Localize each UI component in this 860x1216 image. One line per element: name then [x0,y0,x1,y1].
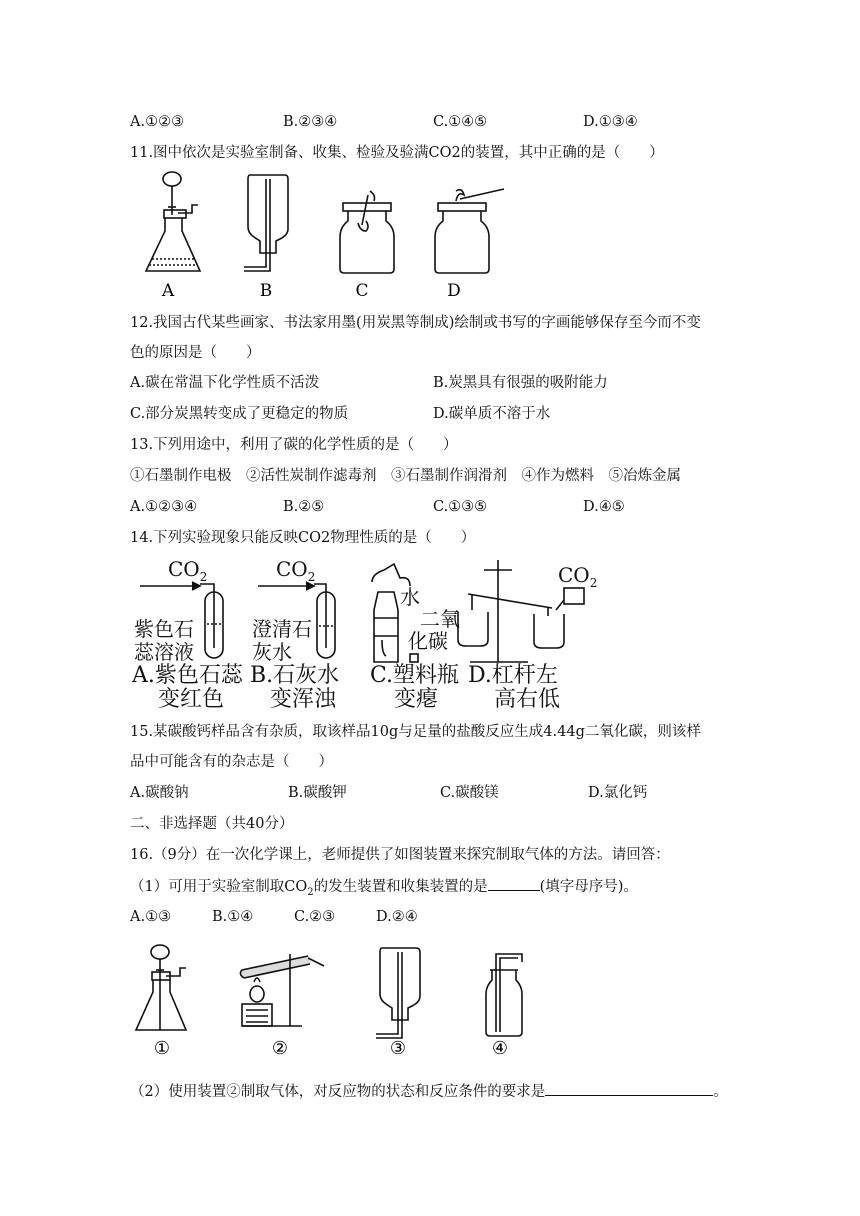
q12-option-b: B.炭黑具有很强的吸附能力 [433,375,608,391]
svg-text:CO2: $CO_2$ [276,557,316,584]
q16-bottle-4-icon [486,954,522,1036]
q13-option-c: C.①③⑤ [433,499,488,515]
q16-label-4: ④ [491,1038,509,1059]
q11-label-a: A [161,281,175,301]
q13-option-d: D.④⑤ [583,499,625,515]
q11-label-c: C [355,281,369,301]
q16-option-c: C.②③ [294,909,336,925]
q16-stem: 16.（9分）在一次化学课上，老师提供了如图装置来探究制取气体的方法。请回答： [130,847,670,863]
q14-c-gas-line1: 二氧 [420,607,460,631]
svg-text:CO2: $CO_2$ [558,563,598,590]
q14-b-caption-line2: 变浑浊 [270,687,337,712]
q16-label-1: ① [153,1038,171,1059]
q13-stem: 13.下列用途中，利用了碳的化学性质的是（ ） [130,437,458,453]
q10-option-b: B.②③④ [283,114,338,130]
q11-label-b: B [259,281,273,301]
q12-stem-line1: 12.我国古代某些画家、书法家用墨(用炭黑等制成)绘制或书写的字画能够保存至今而不变 [130,315,701,331]
q14-d-caption-line1: D.杠杆左 [468,663,558,688]
q16-label-2: ② [271,1038,289,1059]
q14-a-liquid-line1: 紫色石 [134,617,194,641]
q15-option-b: B.碳酸钾 [288,785,347,801]
q10-option-d: D.①③④ [583,114,638,130]
q11-bottle-d-icon [435,189,504,273]
q16-apparatus-figure [130,940,530,1060]
q11-bottle-c-icon [340,191,394,273]
q10-option-c: C.①④⑤ [433,114,488,130]
q14-b-liquid-line2: 灰水 [252,640,292,664]
q11-flask-a-icon [146,172,200,271]
q15-stem-line1: 15.某碳酸钙样品含有杂质，取该样品10g与足量的盐酸反应生成4.44g二氧化碳，则该样 [130,724,701,740]
q14-b-caption-line1: B.石灰水 [250,663,340,688]
q14-c-gas-line2: 化碳 [408,629,448,653]
q13-items: ①石墨制作电极 ②活性炭制作滤毒剂 ③石墨制作润滑剂 ④作为燃料 ⑤冶炼金属 [130,468,681,484]
q15-option-c: C.碳酸镁 [440,785,499,801]
q16-bottle-3-icon [376,948,420,1038]
section-2-heading: 二、非选择题（共40分） [130,816,294,832]
q11-label-d: D [447,281,461,301]
q16-part2-answer-blank[interactable] [545,1081,713,1096]
q14-b-co2-label: CO [276,557,308,581]
q14-a-caption-line2: 变红色 [158,687,225,712]
q14-d-co2-label: CO [558,563,590,587]
q15-option-d: D.氯化钙 [588,785,648,801]
q11-apparatus-figure [130,165,510,301]
q14-c-water-label: 水 [400,585,420,609]
q14-c-caption-line1: C.塑料瓶 [370,663,460,688]
q11-stem: 11.图中依次是实验室制备、收集、检验及验满CO2的装置，其中正确的是（ ） [130,145,664,161]
q12-option-d: D.碳单质不溶于水 [433,406,551,422]
q16-part1-answer-blank[interactable] [488,876,540,891]
q14-stem: 14.下列实验现象只能反映CO2物理性质的是（ ） [130,530,476,546]
q14-a-caption-line1: A.紫色石蕊 [132,663,243,688]
q12-stem-line2: 色的原因是（ ） [130,345,261,361]
q14-experiment-figure [128,552,598,712]
q15-option-a: A.碳酸钠 [130,785,189,801]
q16-option-a: A.①③ [130,909,172,925]
q16-option-b: B.①④ [212,909,254,925]
q14-a-co2-label: CO [168,557,200,581]
q14-c-caption-line2: 变瘪 [394,687,439,712]
q16-tube-heating-2-icon [240,954,324,1026]
q13-option-a: A.①②③④ [130,499,198,515]
q12-option-a: A.碳在常温下化学性质不活泼 [130,375,320,391]
q15-stem-line2: 品中可能含有的杂志是（ ） [130,754,333,770]
q16-part1: （1）可用于实验室制取$CO_2$的发生装置和收集装置的是 (填字母序号)。 [130,876,638,903]
q14-b-liquid-line1: 澄清石 [252,617,312,641]
q13-option-b: B.②⑤ [283,499,325,515]
q14-d-caption-line2: 高右低 [494,687,561,712]
q16-part2: （2）使用装置②制取气体，对反应物的状态和反应条件的要求是 。 [130,1081,728,1102]
svg-text:CO2: $CO_2$ [168,557,208,584]
q16-option-d: D.②④ [376,909,418,925]
q16-flask-1-icon [136,945,186,1030]
q12-option-c: C.部分炭黑转变成了更稳定的物质 [130,406,349,422]
q16-label-3: ③ [389,1038,407,1059]
q11-bottle-b-icon [244,175,288,271]
q14-a-liquid-line2: 蕊溶液 [134,640,194,664]
q10-option-a: A.①②③ [130,114,185,130]
